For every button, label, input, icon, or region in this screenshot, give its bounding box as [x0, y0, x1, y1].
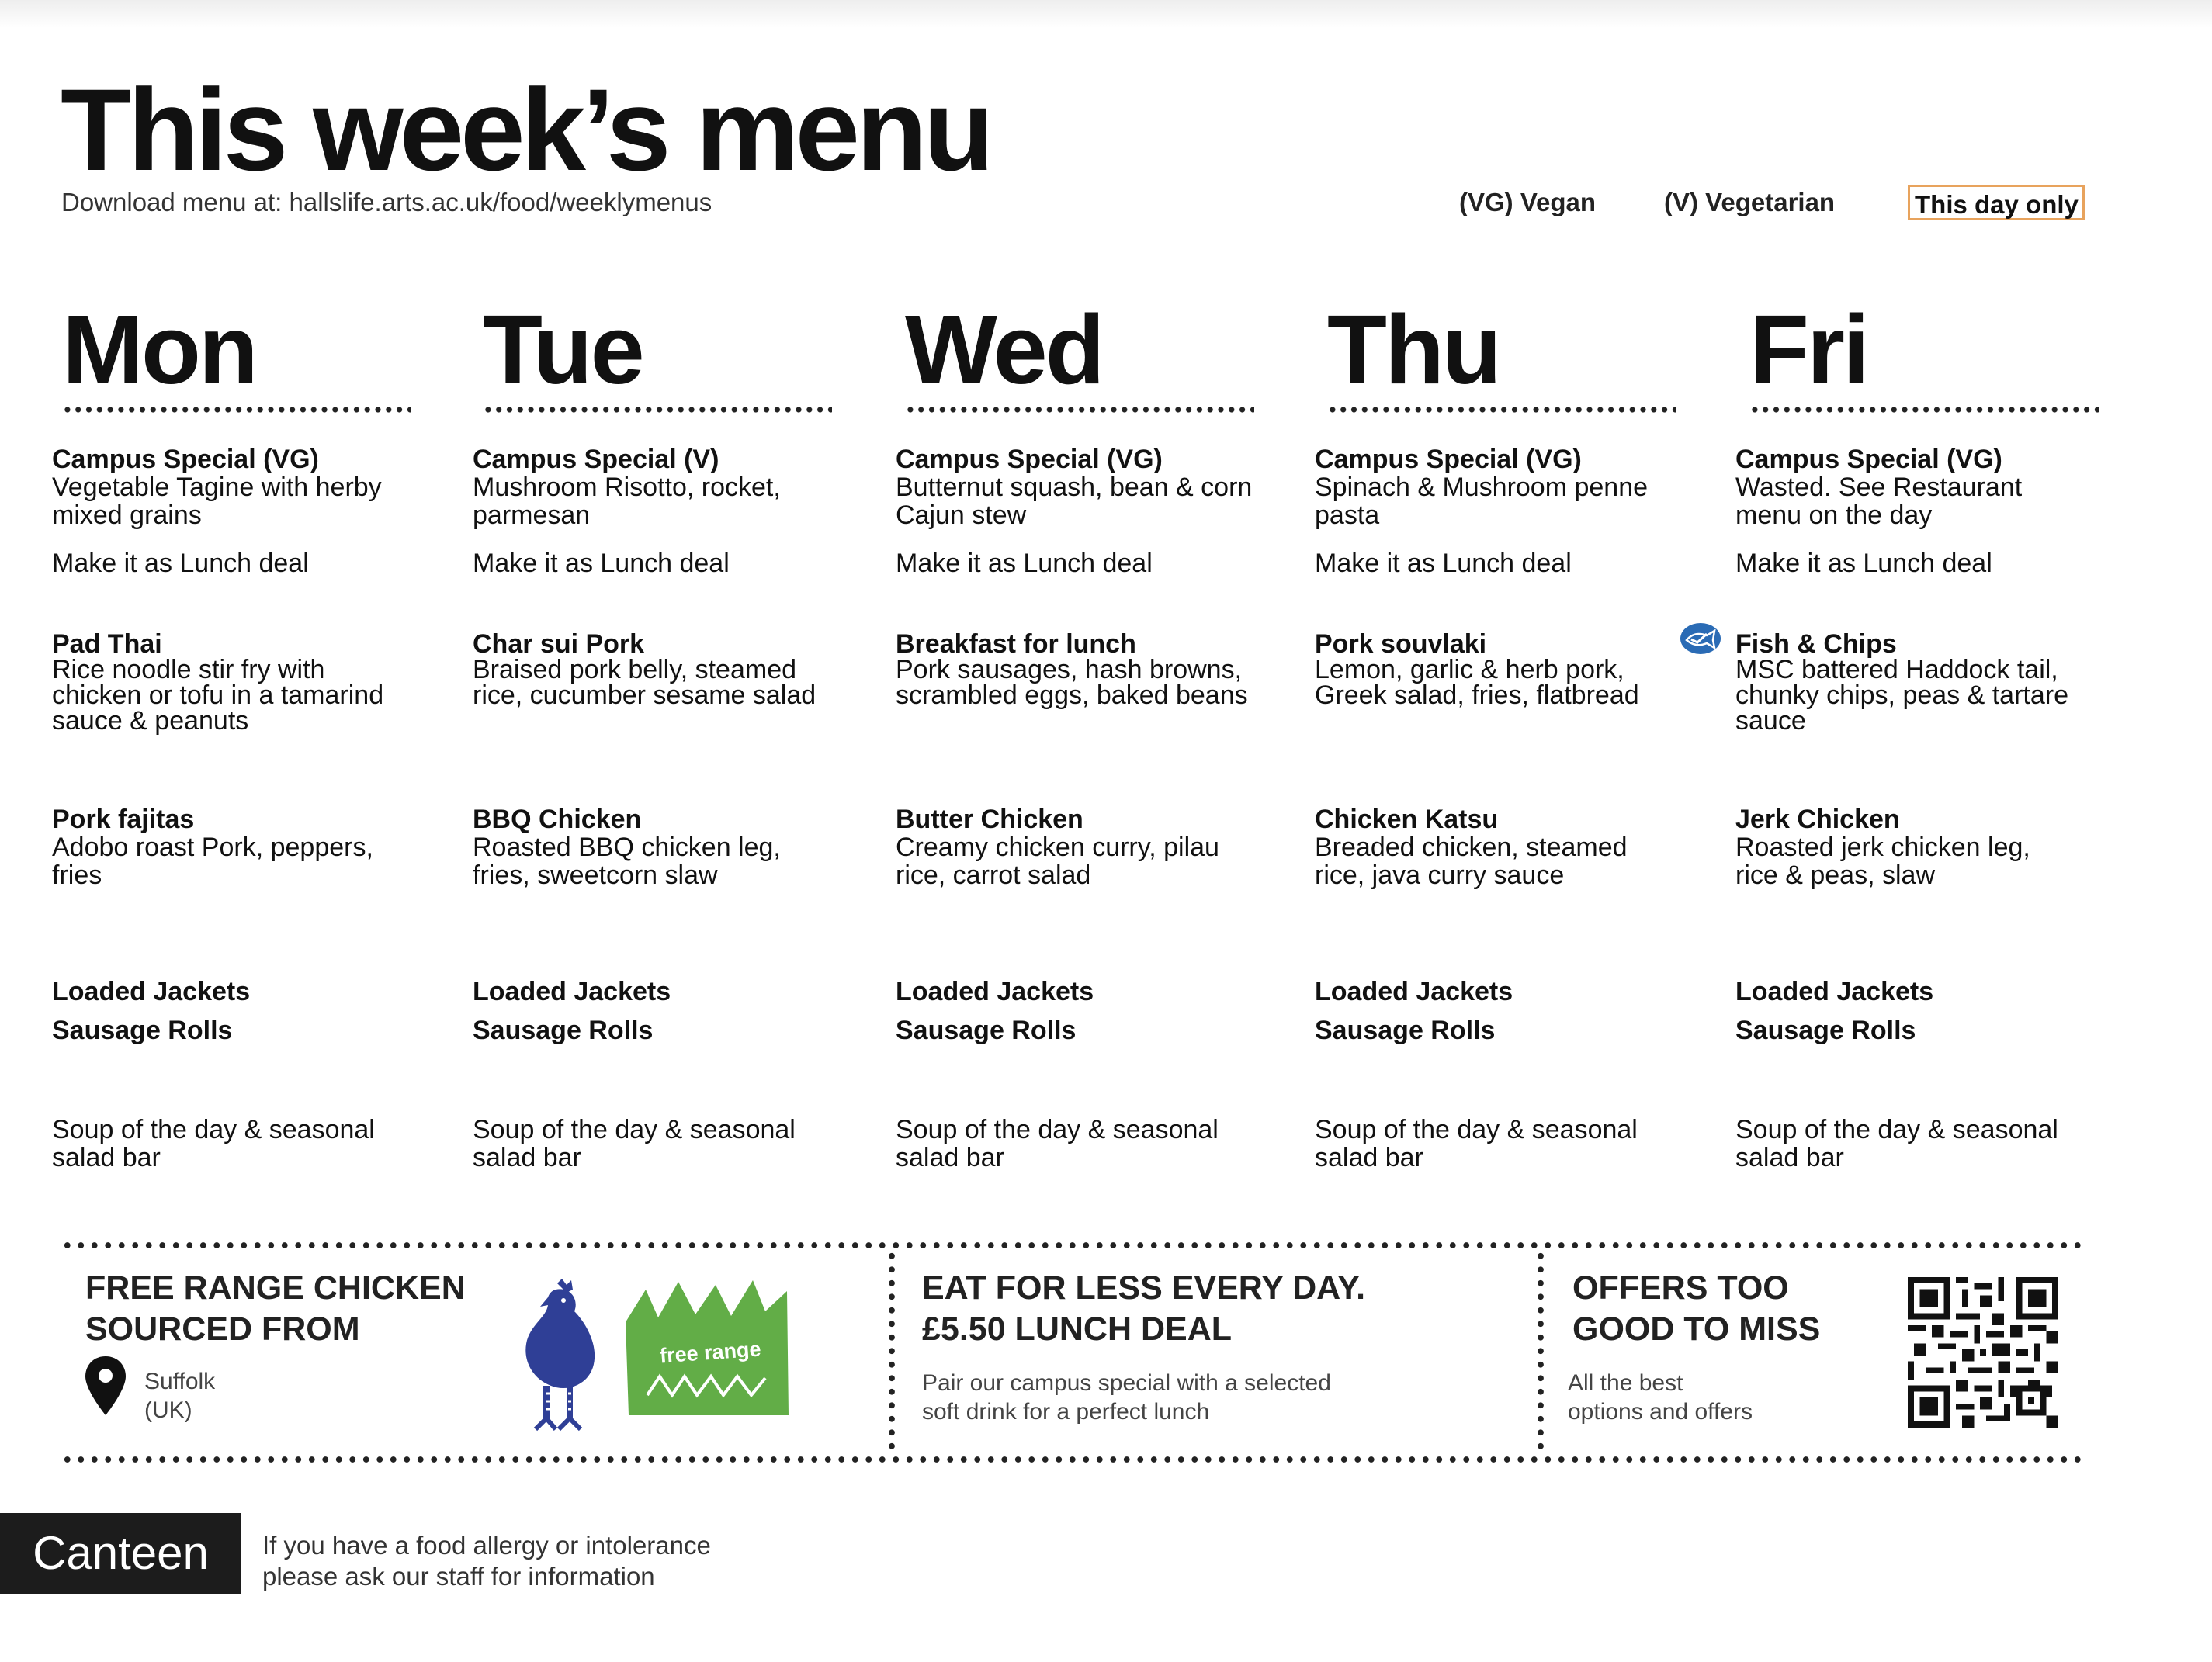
heading-line: SOURCED FROM: [85, 1311, 360, 1348]
menu-item-dish2: [52, 805, 417, 889]
menu-item-rolls: [896, 1016, 1076, 1044]
dish-title: Sausage Rolls: [1735, 1016, 1916, 1045]
legend-vegan-code: (VG): [1459, 188, 1513, 216]
menu-item-special: [52, 445, 417, 529]
dish-description: Wasted. See Restaurant menu on the day: [1735, 473, 2023, 530]
menu-item-rolls: [52, 1016, 232, 1044]
location-line: Suffolk: [144, 1369, 216, 1394]
free-range-badge-text: free range: [659, 1337, 762, 1368]
menu-item-soup: Soup of the day & seasonal salad bar: [1735, 1115, 2058, 1172]
menu-item-special: [473, 445, 837, 529]
legend-vegan-label: Vegan: [1520, 188, 1597, 216]
dish-title: Campus Special (VG): [896, 445, 1163, 474]
chicken-heading: [85, 1268, 466, 1350]
dish-description: Mushroom Risotto, rocket, parmesan: [473, 473, 781, 530]
day-divider: [483, 407, 832, 413]
menu-item-dish2: [1315, 805, 1680, 889]
dish-description: Rice noodle stir fry with chicken or tofu in a tamarind sauce & peanuts: [52, 655, 384, 736]
subtext-line: All the best: [1568, 1370, 1683, 1396]
allergy-line: If you have a food allergy or intolerance: [262, 1531, 711, 1560]
menu-item-soup: Soup of the day & seasonal salad bar: [52, 1115, 375, 1172]
chicken-illustration-icon: [512, 1277, 605, 1437]
day-name: Tue: [483, 295, 643, 404]
menu-item-jackets: [473, 978, 671, 1006]
dish-description: Adobo roast Pork, peppers, fries: [52, 833, 373, 890]
menu-item-dish1: [52, 629, 394, 736]
heading-line: £5.50 LUNCH DEAL: [922, 1311, 1233, 1348]
day-divider: [62, 407, 411, 413]
menu-item-rolls: [1315, 1016, 1495, 1044]
dish-description: Roasted jerk chicken leg, rice & peas, slaw: [1735, 833, 2030, 890]
menu-item-dish1: [896, 629, 1260, 710]
menu-item-dish2: [896, 805, 1260, 889]
menu-item-jackets: [52, 978, 250, 1006]
dish-title: Sausage Rolls: [1315, 1016, 1496, 1045]
canteen-logo: Canteen: [0, 1513, 241, 1594]
dish-title: Breakfast for lunch: [896, 629, 1136, 659]
page-title: This week’s menu: [61, 64, 991, 195]
dish-title: Pork fajitas: [52, 805, 195, 834]
menu-item-rolls: [473, 1016, 653, 1044]
dish-description: Roasted BBQ chicken leg, fries, sweetcorn slaw: [473, 833, 781, 890]
lunch-deal-heading: [922, 1268, 1365, 1350]
heading-line: GOOD TO MISS: [1572, 1311, 1821, 1348]
lunch-deal-subtext: [922, 1369, 1331, 1426]
menu-item-jackets: [1315, 978, 1513, 1006]
promo-bottom-divider: [61, 1456, 2086, 1463]
dish-title: Pad Thai: [52, 629, 162, 659]
menu-item-dish1: [1735, 629, 2100, 736]
menu-item-soup: Soup of the day & seasonal salad bar: [1315, 1115, 1638, 1172]
menu-item-soup: Soup of the day & seasonal salad bar: [896, 1115, 1219, 1172]
allergy-notice: [262, 1530, 711, 1592]
legend-vegetarian: [1664, 188, 1835, 217]
dish-title: Loaded Jackets: [473, 977, 671, 1006]
lunch-deal-note: Make it as Lunch deal: [896, 549, 1153, 578]
subtext-line: options and offers: [1568, 1399, 1753, 1425]
day-name: Mon: [62, 295, 256, 404]
dish-title: Chicken Katsu: [1315, 805, 1499, 834]
legend-veg-code: (V): [1664, 188, 1698, 216]
day-name: Fri: [1749, 295, 1868, 404]
offers-heading: [1572, 1268, 1820, 1350]
dish-description: Breaded chicken, steamed rice, java curry sauce: [1315, 833, 1628, 890]
day-divider: [1327, 407, 1676, 413]
chicken-location: [144, 1367, 215, 1425]
menu-item-jackets: [1735, 978, 1933, 1006]
menu-item-dish1: [1315, 629, 1680, 710]
legend-vegan: [1459, 188, 1596, 217]
day-column-mon: [56, 295, 421, 404]
day-column-tue: [477, 295, 841, 404]
subtext-line: soft drink for a perfect lunch: [922, 1399, 1210, 1425]
dish-description: Spinach & Mushroom penne pasta: [1315, 473, 1649, 530]
dish-description: Braised pork belly, steamed rice, cucumber sesame salad: [473, 655, 816, 710]
download-link-text[interactable]: Download menu at: hallslife.arts.ac.uk/food/weeklymenus: [61, 188, 712, 216]
allergy-line: please ask our staff for information: [262, 1562, 655, 1591]
legend-this-day-only: This day only: [1908, 185, 2085, 220]
dish-title: Loaded Jackets: [1735, 977, 1934, 1006]
dish-description: Butternut squash, bean & corn Cajun stew: [896, 473, 1253, 530]
dish-title: Pork souvlaki: [1315, 629, 1487, 659]
location-pin-icon: [84, 1355, 127, 1417]
msc-fish-icon: [1679, 622, 1722, 656]
dish-title: Loaded Jackets: [1315, 977, 1513, 1006]
legend-veg-label: Vegetarian: [1705, 188, 1836, 216]
heading-line: EAT FOR LESS EVERY DAY.: [922, 1269, 1366, 1307]
dish-title: Campus Special (VG): [1315, 445, 1582, 474]
top-shade: [0, 0, 2212, 28]
menu-item-dish2: [473, 805, 837, 889]
menu-item-jackets: [896, 978, 1094, 1006]
dish-title: Char sui Pork: [473, 629, 645, 659]
dish-title: Butter Chicken: [896, 805, 1083, 834]
heading-line: FREE RANGE CHICKEN: [85, 1269, 466, 1307]
promo-divider-2: [1537, 1249, 1545, 1456]
lunch-deal-note: Make it as Lunch deal: [52, 549, 309, 578]
location-line: (UK): [144, 1397, 192, 1423]
promo-divider-1: [888, 1249, 896, 1456]
day-column-fri: [1743, 295, 2108, 404]
dish-title: BBQ Chicken: [473, 805, 642, 834]
menu-item-soup: Soup of the day & seasonal salad bar: [473, 1115, 796, 1172]
day-divider: [905, 407, 1254, 413]
qr-code-icon[interactable]: [1908, 1277, 2058, 1428]
dish-description: Creamy chicken curry, pilau rice, carrot salad: [896, 833, 1219, 890]
dish-title: Campus Special (V): [473, 445, 719, 474]
menu-item-special: [896, 445, 1260, 529]
dish-title: Fish & Chips: [1735, 629, 1897, 659]
day-column-wed: [899, 295, 1264, 404]
day-divider: [1749, 407, 2099, 413]
lunch-deal-note: Make it as Lunch deal: [1735, 549, 1992, 578]
lunch-deal-note: Make it as Lunch deal: [1315, 549, 1572, 578]
free-range-badge: [624, 1279, 792, 1418]
dish-title: Loaded Jackets: [896, 977, 1094, 1006]
dish-title: Sausage Rolls: [473, 1016, 654, 1045]
dish-description: Pork sausages, hash browns, scrambled eggs, baked beans: [896, 655, 1248, 710]
menu-item-rolls: [1735, 1016, 1916, 1044]
dish-title: Campus Special (VG): [52, 445, 319, 474]
dish-title: Sausage Rolls: [52, 1016, 233, 1045]
heading-line: OFFERS TOO: [1572, 1269, 1789, 1307]
dish-title: Loaded Jackets: [52, 977, 251, 1006]
menu-item-special: [1735, 445, 2077, 529]
promo-top-divider: [61, 1241, 2086, 1249]
dish-description: MSC battered Haddock tail, chunky chips, peas & tartare sauce: [1735, 655, 2069, 736]
day-name: Wed: [905, 295, 1103, 404]
dish-description: Lemon, garlic & herb pork, Greek salad, fries, flatbread: [1315, 655, 1639, 710]
offers-subtext: [1568, 1369, 1753, 1426]
dish-title: Campus Special (VG): [1735, 445, 2002, 474]
dish-description: Vegetable Tagine with herby mixed grains: [52, 473, 382, 530]
dish-title: Jerk Chicken: [1735, 805, 1900, 834]
menu-item-dish2: [1735, 805, 2077, 889]
lunch-deal-note: Make it as Lunch deal: [473, 549, 730, 578]
day-name: Thu: [1327, 295, 1500, 404]
menu-item-special: [1315, 445, 1664, 529]
dish-title: Sausage Rolls: [896, 1016, 1077, 1045]
subtext-line: Pair our campus special with a selected: [922, 1370, 1331, 1396]
menu-item-dish1: [473, 629, 837, 710]
day-column-thu: [1321, 295, 1686, 404]
